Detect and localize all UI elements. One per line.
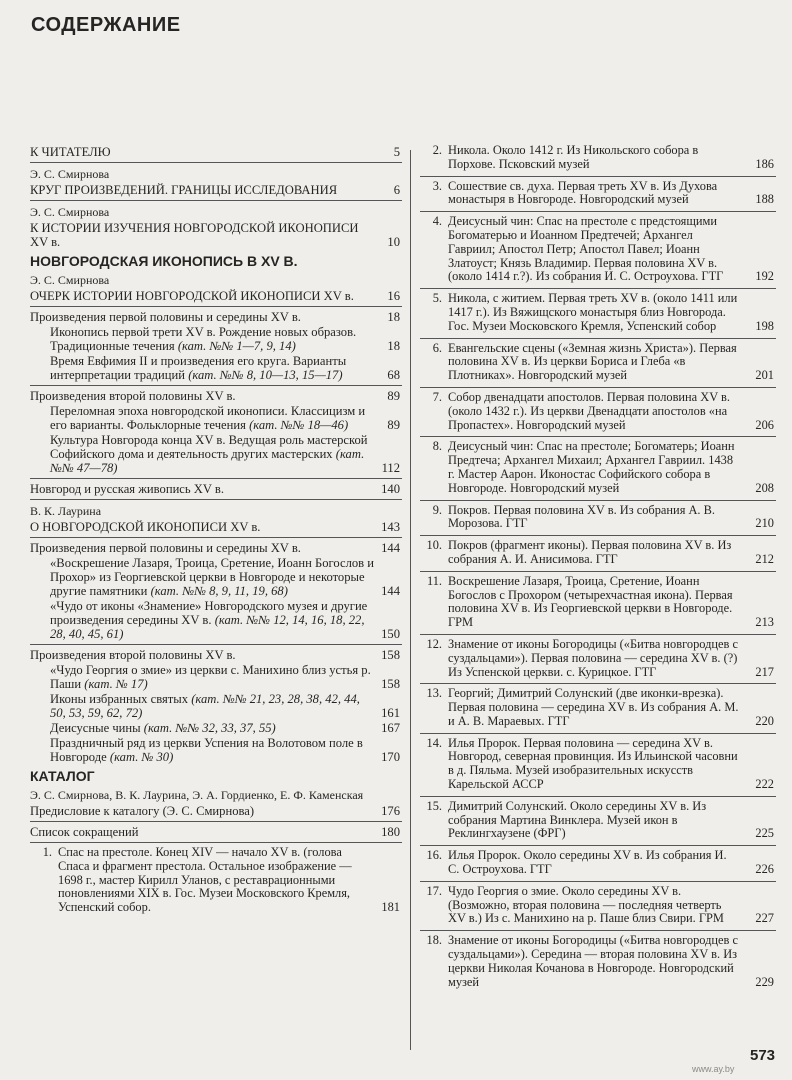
toc-entry-page: 10: [387, 235, 400, 249]
toc-entry-title: К ЧИТАТЕЛЮ: [30, 145, 111, 159]
catalog-entry: [30, 846, 402, 915]
divider-line: [420, 683, 776, 684]
toc-entry-title: К ИСТОРИИ ИЗУЧЕНИЯ НОВГОРОДСКОЙ ИКОНОПИСИ XV в.: [30, 221, 359, 249]
toc-entry: [30, 482, 402, 496]
catalog-reference: (кат. № 30): [109, 750, 174, 764]
catalog-entry-title: Воскрешение Лазаря, Троица, Сретение, Иоанн Богослов с Прохором (четырехчастная икона). Первая половина XV в. Из Георгиевской церкви в Новгороде. ГРМ: [448, 573, 733, 630]
toc-entry-page: 6: [393, 183, 400, 197]
catalog-entry-number: 11.: [426, 573, 442, 588]
divider-line: [420, 845, 776, 846]
toc-entry-page: 170: [381, 750, 400, 764]
catalog-entry-number: 15.: [426, 798, 442, 813]
catalog-entry-title: Георгий; Димитрий Солунский (две иконки-врезка). Первая половина — середина XV в. Из собрания А. М. и А. В. Мараевых. ГТГ: [448, 686, 739, 728]
toc-entry: [50, 354, 402, 382]
toc-entry: [50, 404, 402, 432]
catalog-entry-page: 227: [755, 911, 774, 926]
toc-entry: [30, 520, 402, 534]
catalog-entry-title: Покров. Первая половина XV в. Из собрания А. В. Морозова. ГТГ: [448, 502, 715, 531]
page-title: СОДЕРЖАНИЕ: [31, 14, 181, 36]
catalog-reference: (кат. № 17): [84, 677, 148, 691]
toc-entry-title: КРУГ ПРОИЗВЕДЕНИЙ. ГРАНИЦЫ ИССЛЕДОВАНИЯ: [30, 183, 338, 197]
toc-entry-title: «Воскрешение Лазаря, Троица, Сретение, Иоанн Богослов и Прохор» из Георгиевской церкви в Новгороде и некоторые другие памятники (кат. №№ 8, 9, 11, 19, 68): [50, 556, 375, 598]
catalog-entry: [420, 800, 776, 841]
divider-line: [420, 733, 776, 734]
catalog-entry-page: 210: [755, 516, 774, 531]
catalog-entry: [420, 934, 776, 989]
toc-entry-page: 89: [387, 389, 400, 403]
toc-entry: [30, 825, 402, 839]
catalog-entry: [420, 215, 776, 284]
toc-entry: [30, 541, 402, 555]
catalog-entry: [420, 180, 776, 208]
author-name: В. К. Лаурина: [30, 504, 102, 518]
catalog-entry-page: 229: [755, 974, 774, 989]
catalog-entry-title: Деисусный чин: Спас на престоле с предстоящими Богоматерью и Иоанном Предтечей; Архангел Гавриил; Апостол Петр; Апостол Павел; Иоанн Златоуст; Князь Владимир. Первая половина XV в. (около 1414 г.?). Из собрания И. С. Остроухова. ГТГ: [448, 214, 724, 284]
toc-entry-page: 144: [381, 541, 400, 555]
divider-line: [420, 500, 776, 501]
toc-entry-title: Иконопись первой трети XV в. Рождение новых образов. Традиционные течения (кат. №№ 1—7, 9, 14): [50, 325, 357, 353]
toc-entry-page: 112: [381, 461, 400, 475]
catalog-entry-title: Илья Пророк. Около середины XV в. Из собрания И. С. Остроухова. ГТГ: [448, 848, 727, 877]
catalog-entry-page: 201: [755, 368, 774, 383]
column-divider: [410, 150, 411, 1050]
toc-entry-title: О НОВГОРОДСКОЙ ИКОНОПИСИ XV в.: [30, 520, 261, 534]
divider-line: [420, 288, 776, 289]
catalog-entry-number: 9.: [432, 502, 442, 517]
toc-entry-title: Список сокращений: [30, 825, 139, 839]
divider-line: [420, 387, 776, 388]
catalog-entry: [420, 440, 776, 495]
toc-entry: [30, 183, 402, 197]
catalog-entry-number: 2.: [432, 143, 442, 157]
catalog-entry-title: Сошествие св. духа. Первая треть XV в. Из Духова монастыря в Новгороде. Новгородский музей: [448, 178, 718, 207]
toc-entry: [50, 325, 402, 353]
catalog-entry-title: Знамение от иконы Богородицы («Битва новгородцев с суздальцами»). Середина — вторая половина XV в. Из церкви Николая Кочанова в Новгороде. Новгородский музей: [448, 933, 738, 989]
toc-entry-title: Предисловие к каталогу (Э. С. Смирнова): [30, 804, 255, 818]
author-name: Э. С. Смирнова: [30, 273, 110, 287]
catalog-entry-page: 208: [755, 480, 774, 495]
catalog-entry-page: 220: [755, 713, 774, 728]
toc-entry: [30, 804, 402, 818]
catalog-entry-title: Знамение от иконы Богородицы («Битва новгородцев с суздальцами»). Первая половина — середина XV в. (?) Из Успенской церкви. с. Курицкое. ГТГ: [448, 636, 738, 679]
divider-line: [30, 200, 402, 201]
toc-entry-page: 167: [381, 721, 400, 735]
toc-entry-page: 150: [381, 627, 400, 641]
toc-entry: [50, 663, 402, 691]
section-heading: КАТАЛОГ: [30, 768, 95, 784]
toc-entry-title: Время Евфимия II и произведения его круга. Варианты интерпретации традиций (кат. №№ 8, 10—13, 15—17): [50, 354, 347, 382]
divider-line: [420, 535, 776, 536]
toc-entry: [30, 648, 402, 662]
toc-entry-page: 89: [387, 418, 400, 432]
catalog-entry: [420, 575, 776, 630]
catalog-entry-title: Покров (фрагмент иконы). Первая половина XV в. Из собрания А. И. Анисимова. ГТГ: [448, 538, 732, 566]
catalog-entry-title: Деисусный чин: Спас на престоле; Богоматерь; Иоанн Предтеча; Архангел Михаил; Архангел Гавриил. 1438 г. Мастер Аарон. Иконостас Софийского собора в Новгороде. Новгородский музей: [448, 439, 735, 495]
catalog-reference: (кат. №№ 32, 33, 37, 55): [143, 721, 276, 735]
watermark-text: www.ay.by: [692, 1064, 735, 1074]
divider-line: [30, 385, 402, 386]
toc-entry: [30, 389, 402, 403]
divider-line: [30, 162, 402, 163]
divider-line: [30, 478, 402, 479]
catalog-entry-page: 225: [755, 826, 774, 841]
toc-entry: [50, 556, 402, 598]
catalog-entry-number: 6.: [432, 340, 442, 355]
catalog-entry: [420, 342, 776, 383]
toc-entry-page: 140: [381, 482, 400, 496]
divider-line: [420, 796, 776, 797]
toc-entry: [30, 310, 402, 324]
toc-entry: [50, 736, 402, 764]
catalog-entry: [420, 504, 776, 532]
catalog-entry: [420, 144, 776, 172]
section-heading: НОВГОРОДСКАЯ ИКОНОПИСЬ В XV В.: [30, 253, 298, 269]
catalog-entry: [420, 687, 776, 728]
toc-entry-title: Новгород и русская живопись XV в.: [30, 482, 224, 496]
catalog-reference: (кат. №№ 12, 14, 16, 18, 22, 28, 40, 45, 61): [50, 613, 365, 641]
catalog-entry-title: Спас на престоле. Конец XIV — начало XV в. (голова Спаса и фрагмент престола. Остальное изображение — 1698 г., мастер Кирилл Уланов, с реставрационными поновлениями XIX в. Гос. Музеи Московского Кремля, Успенский собор.: [58, 845, 352, 915]
toc-right-column: [420, 144, 776, 993]
catalog-reference: (кат. №№ 1—7, 9, 14): [177, 339, 296, 353]
catalog-entry: [420, 292, 776, 333]
catalog-entry-number: 7.: [432, 389, 442, 404]
toc-entry-page: 161: [381, 706, 400, 720]
catalog-reference: (кат. №№ 18—46): [249, 418, 349, 432]
toc-entry-page: 5: [393, 145, 400, 159]
toc-entry-title: «Чудо от иконы «Знамение» Новгородского музея и другие произведения середины XV в. (кат. №№ 12, 14, 16, 18, 22, 28, 40, 45, 61): [50, 599, 368, 641]
toc-entry-page: 158: [381, 648, 400, 662]
catalog-entry-page: 213: [755, 615, 774, 630]
toc-entry-title: ОЧЕРК ИСТОРИИ НОВГОРОДСКОЙ ИКОНОПИСИ XV в.: [30, 289, 354, 303]
catalog-reference: (кат. №№ 8, 10—13, 15—17): [188, 368, 343, 382]
toc-entry-title: Иконы избранных святых (кат. №№ 21, 23, 28, 38, 42, 44, 50, 53, 59, 62, 72): [50, 692, 360, 720]
catalog-entry-page: 192: [755, 269, 774, 284]
catalog-entry-title: Никола, с житием. Первая треть XV в. (около 1411 или 1417 г.). Из Вяжищского монастыря близ Новгорода. Гос. Музеи Московского Кремля, Успенский собор: [448, 291, 738, 333]
divider-line: [420, 881, 776, 882]
catalog-entry-number: 4.: [432, 214, 442, 229]
toc-entry-title: Произведения второй половины XV в.: [30, 648, 236, 662]
catalog-entry-title: Евангельские сцены («Земная жизнь Христа»). Первая половина XV в. Из церкви Бориса и Глеба «в Плотниках». Новгородский музей: [448, 340, 737, 383]
toc-entry-page: 68: [387, 368, 400, 382]
catalog-entry-number: 8.: [432, 439, 442, 454]
catalog-entry-page: 222: [755, 777, 774, 792]
toc-entry-title: Праздничный ряд из церкви Успения на Волотовом поле в Новгороде (кат. № 30): [50, 736, 363, 764]
catalog-entry: [420, 849, 776, 877]
toc-entry-page: 144: [381, 584, 400, 598]
catalog-entry-page: 198: [755, 318, 774, 333]
divider-line: [420, 176, 776, 177]
catalog-entry: [420, 539, 776, 567]
divider-line: [420, 211, 776, 212]
catalog-entry-page: 226: [755, 862, 774, 877]
catalog-entry-number: 18.: [426, 933, 442, 948]
catalog-entry-number: 1.: [42, 845, 52, 859]
catalog-reference: (кат. №№ 47—78): [50, 447, 365, 475]
author-name: Э. С. Смирнова: [30, 167, 110, 181]
catalog-entry-number: 5.: [432, 291, 442, 306]
catalog-entry-number: 12.: [426, 636, 442, 651]
toc-entry: [30, 221, 402, 249]
catalog-entry: [420, 737, 776, 792]
page-number: 573: [750, 1047, 776, 1064]
toc-entry: [30, 145, 402, 159]
catalog-entry-title: Чудо Георгия о змие. Около середины XV в. (Возможно, вторая половина — последняя четверть XV в.) Из с. Манихино на р. Паше близ Свири. ГРМ: [448, 883, 724, 926]
toc-entry: [50, 433, 402, 475]
catalog-entry-page: 217: [755, 664, 774, 679]
catalog-entry-page: 181: [381, 900, 400, 915]
catalog-entry-number: 17.: [426, 883, 442, 898]
toc-entry-title: Произведения второй половины XV в.: [30, 389, 236, 403]
toc-entry-page: 18: [387, 310, 400, 324]
divider-line: [30, 842, 402, 843]
divider-line: [420, 338, 776, 339]
toc-left-column: [30, 144, 402, 919]
divider-line: [30, 644, 402, 645]
author-name: Э. С. Смирнова, В. К. Лаурина, Э. А. Гордиенко, Е. Ф. Каменская: [30, 788, 364, 802]
catalog-entry: [420, 885, 776, 926]
divider-line: [420, 930, 776, 931]
toc-entry: [50, 721, 402, 735]
catalog-entry: [420, 391, 776, 432]
catalog-entry-title: Никола. Около 1412 г. Из Никольского собора в Порхове. Псковский музей: [448, 143, 699, 171]
toc-entry-page: 158: [381, 677, 400, 691]
toc-entry-page: 176: [381, 804, 400, 818]
catalog-entry-title: Димитрий Солунский. Около середины XV в. Из собрания Мартина Винклера. Музей икон в Реклингхаузене (ФРГ): [448, 798, 707, 841]
toc-entry-page: 143: [381, 520, 400, 534]
catalog-entry-number: 16.: [426, 848, 442, 863]
catalog-entry-title: Илья Пророк. Первая половина — середина XV в. Новгород, северная провинция. Из Ильинской часовни в д. Пяльма. Музей изобразительных искусств Карельской АССР: [448, 735, 738, 792]
divider-line: [420, 436, 776, 437]
divider-line: [420, 571, 776, 572]
toc-entry-title: Деисусные чины (кат. №№ 32, 33, 37, 55): [50, 721, 276, 735]
divider-line: [30, 306, 402, 307]
catalog-entry-number: 10.: [426, 538, 442, 553]
divider-line: [30, 499, 402, 500]
catalog-reference: (кат. №№ 8, 9, 11, 19, 68): [150, 584, 288, 598]
catalog-entry-page: 188: [755, 192, 774, 207]
toc-entry-title: Культура Новгорода конца XV в. Ведущая роль мастерской Софийского дома и деятельность других мастерских (кат. №№ 47—78): [50, 433, 368, 475]
catalog-entry: [420, 638, 776, 679]
toc-entry-page: 180: [381, 825, 400, 839]
toc-entry-title: Произведения первой половины и середины XV в.: [30, 310, 301, 324]
catalog-entry-page: 186: [755, 156, 774, 171]
toc-entry-page: 16: [387, 289, 400, 303]
divider-line: [420, 634, 776, 635]
toc-entry-page: 18: [387, 339, 400, 353]
toc-entry: [30, 289, 402, 303]
toc-entry-title: «Чудо Георгия о змие» из церкви с. Манихино близ устья р. Паши (кат. № 17): [50, 663, 371, 691]
catalog-reference: (кат. №№ 21, 23, 28, 38, 42, 44, 50, 53, 59, 62, 72): [50, 692, 360, 720]
divider-line: [30, 537, 402, 538]
catalog-entry-number: 13.: [426, 686, 442, 701]
toc-entry-title: Произведения первой половины и середины XV в.: [30, 541, 301, 555]
toc-entry: [50, 599, 402, 641]
catalog-entry-page: 212: [755, 551, 774, 566]
divider-line: [30, 821, 402, 822]
author-name: Э. С. Смирнова: [30, 205, 110, 219]
catalog-entry-number: 14.: [426, 735, 442, 750]
catalog-entry-number: 3.: [432, 178, 442, 193]
toc-entry: [50, 692, 402, 720]
catalog-entry-title: Собор двенадцати апостолов. Первая половина XV в. (около 1432 г.). Из церкви Двенадцати апостолов «на Пропастех». Новгородский музей: [448, 389, 730, 432]
toc-entry-title: Переломная эпоха новгородской иконописи. Классицизм и его варианты. Фольклорные течения (кат. №№ 18—46): [50, 404, 366, 432]
catalog-entry-page: 206: [755, 417, 774, 432]
